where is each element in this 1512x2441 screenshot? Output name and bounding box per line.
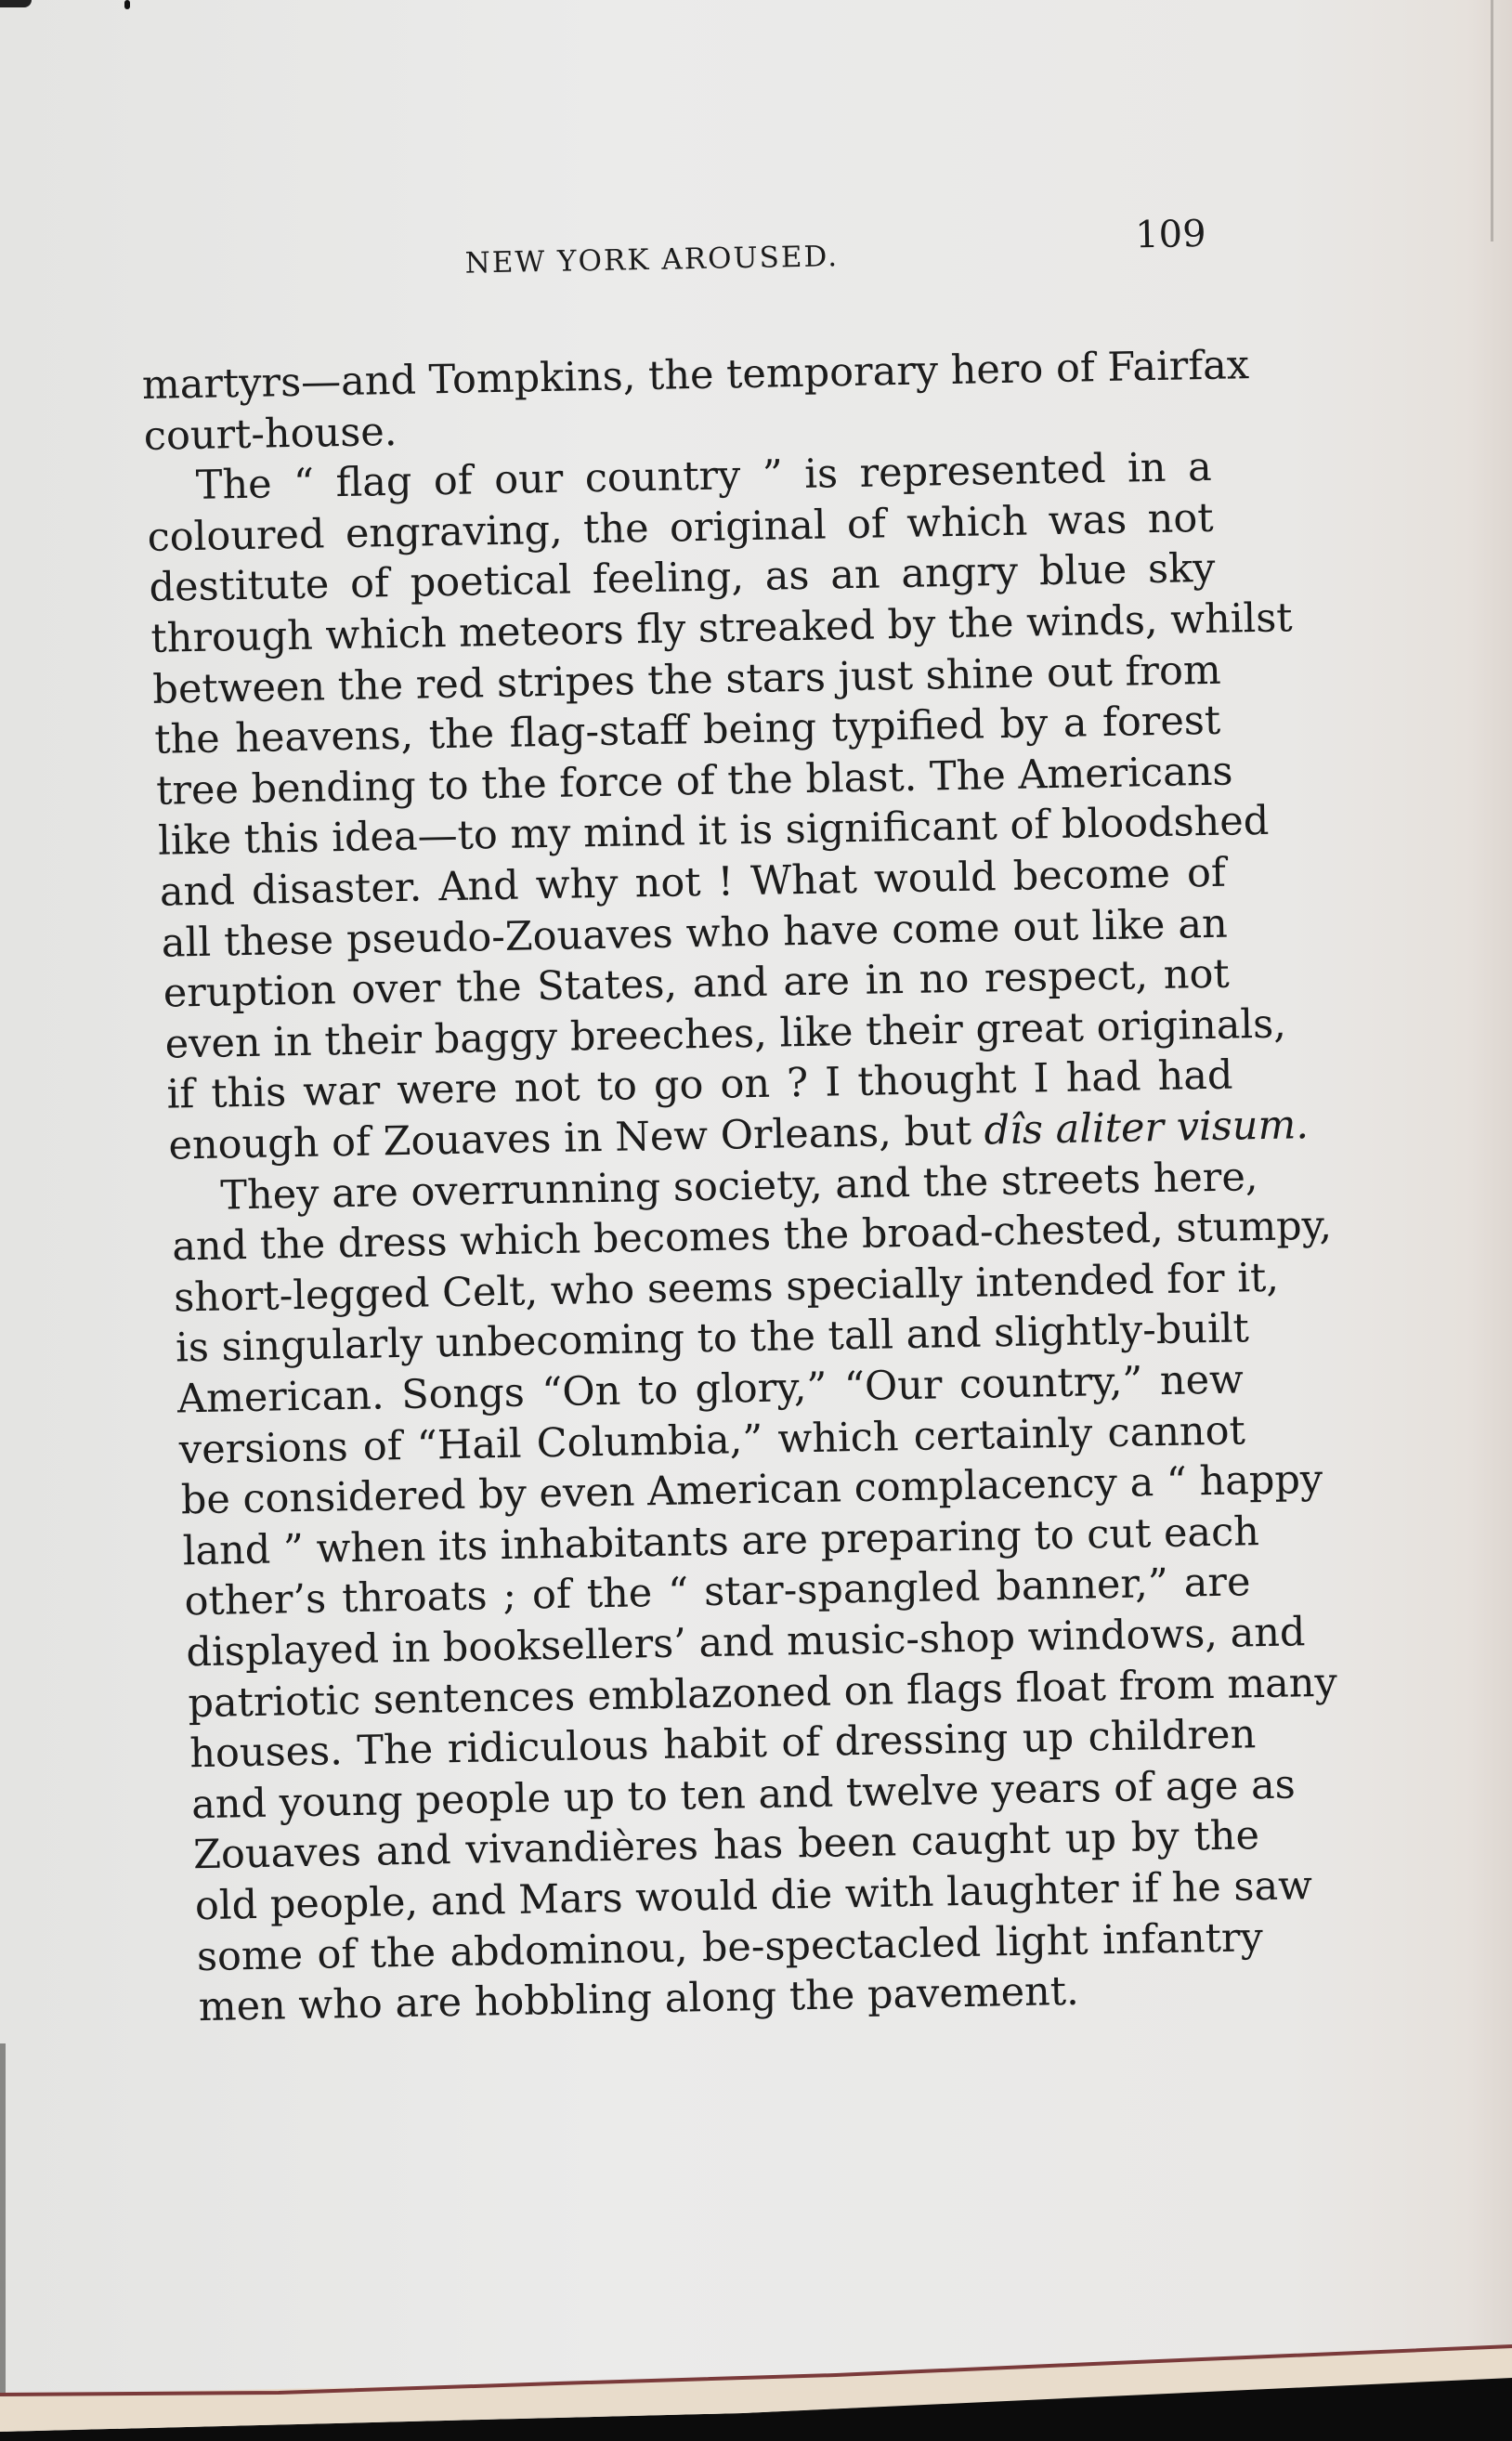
line-text: short-legged Celt, who seems specially intended for it, <box>173 1254 1280 1322</box>
line-text: like this idea—to my mind it is significant of bloodshed <box>157 798 1270 866</box>
page-number: 109 <box>1134 212 1207 257</box>
line-text: coloured engraving, the original of which was not <box>147 494 1214 561</box>
line-text: The “ flag of our country ” is represented in a <box>195 444 1213 510</box>
line-text: between the red stripes the stars just shine out from <box>151 646 1222 713</box>
line-text: even in their baggy breeches, like their great originals, <box>164 1000 1287 1068</box>
line-text: old people, and Mars would die with laughter if he saw <box>194 1862 1313 1930</box>
line-text: some of the abdominou, be-spectacled light infantry <box>196 1913 1264 1980</box>
ink-mark <box>124 0 130 9</box>
line-text: and disaster. And why not ! What would become of <box>159 849 1227 916</box>
line-text: eruption over the States, and are in no respect, not <box>163 950 1231 1017</box>
line-text: patriotic sentences emblazoned on flags float from many <box>187 1659 1338 1727</box>
line-text: if this war were not to go on ? I thought I had had <box>166 1051 1233 1118</box>
line-text: houses. The ridiculous habit of dressing up children <box>189 1711 1257 1778</box>
line-text: the heavens, the flag-staff being typified by a forest <box>153 697 1221 764</box>
line-text: and young people up to ten and twelve years of age as <box>190 1761 1297 1829</box>
page-text <box>139 212 1338 2043</box>
line-text: court-house. <box>143 408 398 460</box>
line-text: versions of “Hail Columbia,” which certainly cannot <box>178 1406 1246 1474</box>
line-text: destitute of poetical feeling, as an angry blue sky <box>149 545 1216 612</box>
latin-phrase: dîs aliter visum. <box>984 1102 1310 1155</box>
running-head: NEW YORK AROUSED. <box>464 240 840 281</box>
line-text: be considered by even American complacency a “ happy <box>180 1456 1323 1524</box>
line-text: all these pseudo-Zouaves who have come out like an <box>161 900 1229 967</box>
line-text: is singularly unbecoming to the tall and slightly-built <box>175 1305 1250 1372</box>
line-text: American. Songs “On to glory,” “Our country,” new <box>176 1356 1245 1423</box>
line-text: martyrs—and Tompkins, the temporary hero of Fairfax <box>141 342 1250 409</box>
line-text: displayed in booksellers’ and music-shop windows, and <box>186 1609 1306 1677</box>
line-text: men who are hobbling along the pavement. <box>198 1967 1080 2031</box>
ink-blot <box>0 0 32 7</box>
line-text: land ” when its inhabitants are preparing to cut each <box>182 1508 1260 1575</box>
line-text: through which meteors fly streaked by the winds, whilst <box>150 594 1294 662</box>
line-text: and the dress which becomes the broad-chested, stumpy, <box>171 1202 1333 1271</box>
line-text: Zouaves and vivandières has been caught up by the <box>192 1812 1260 1879</box>
page-bottom-edge <box>0 2302 1512 2441</box>
line-text: tree bending to the force of the blast. The Americans <box>155 748 1233 815</box>
line-text: enough of Zouaves in New Orleans, but <box>168 1107 985 1169</box>
page-edge-shadow <box>1491 0 1493 241</box>
line-text: They are overrunning society, and the streets here, <box>219 1153 1258 1220</box>
line-text: other’s throats ; of the “ star-spangled banner,” are <box>184 1559 1251 1625</box>
